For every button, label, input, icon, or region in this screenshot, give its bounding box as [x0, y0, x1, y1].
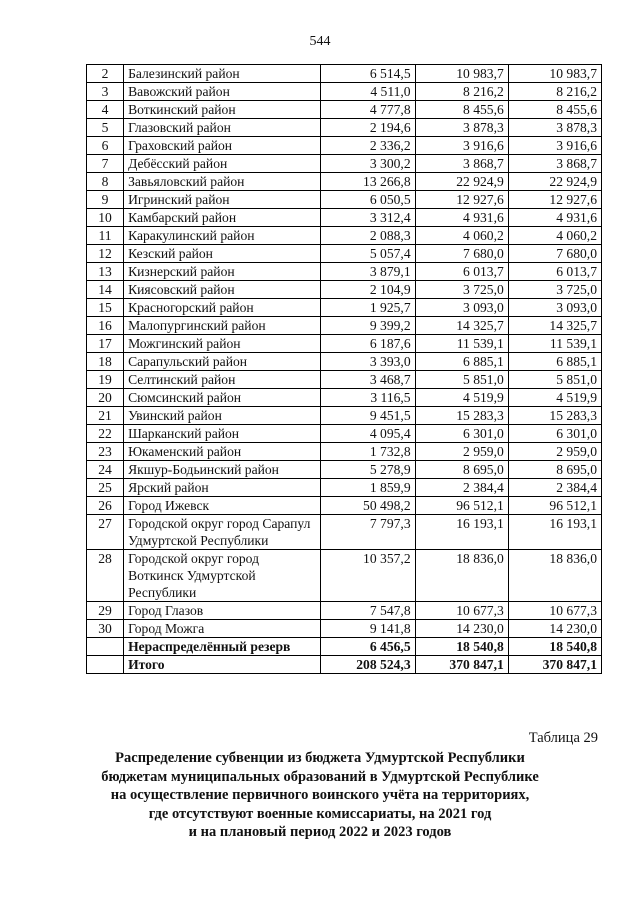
table-row: [87, 173, 602, 191]
value-2021: 4 777,8: [321, 101, 415, 119]
value-2022: 4 519,9: [415, 389, 508, 407]
value-2022: 3 916,6: [415, 137, 508, 155]
row-number: 30: [87, 620, 124, 638]
row-name: Каракулинский район: [124, 227, 321, 245]
table-row: [87, 245, 602, 263]
row-name: Городской округ город Воткинск Удмуртской Республики: [124, 550, 321, 602]
row-number: 11: [87, 227, 124, 245]
page-number: 544: [309, 34, 331, 49]
value-2023: 2 959,0: [508, 443, 601, 461]
table-row: [87, 263, 602, 281]
row-number: [87, 638, 124, 656]
row-name: Якшур-Бодьинский район: [124, 461, 321, 479]
table-row: [87, 119, 602, 137]
value-2022: 96 512,1: [415, 497, 508, 515]
value-2022: 3 868,7: [415, 155, 508, 173]
value-2021: 6 456,5: [321, 638, 415, 656]
value-2022: 8 695,0: [415, 461, 508, 479]
value-2023: 4 931,6: [508, 209, 601, 227]
value-2021: 1 859,9: [321, 479, 415, 497]
row-name: Шарканский район: [124, 425, 321, 443]
value-2023: 8 216,2: [508, 83, 601, 101]
value-2022: 14 230,0: [415, 620, 508, 638]
table-row: [87, 83, 602, 101]
value-2023: 3 878,3: [508, 119, 601, 137]
value-2021: 2 194,6: [321, 119, 415, 137]
table-row: [87, 281, 602, 299]
value-2021: 10 357,2: [321, 550, 415, 602]
value-2022: 370 847,1: [415, 656, 508, 674]
table-row: [87, 155, 602, 173]
row-number: 8: [87, 173, 124, 191]
row-number: 2: [87, 65, 124, 83]
table-row: [87, 479, 602, 497]
value-2021: 9 399,2: [321, 317, 415, 335]
table-row: [87, 335, 602, 353]
value-2023: 2 384,4: [508, 479, 601, 497]
row-name: Кезский район: [124, 245, 321, 263]
value-2022: 6 301,0: [415, 425, 508, 443]
heading-line: Распределение субвенции из бюджета Удмуртской Республики: [115, 750, 525, 766]
table-row: [87, 227, 602, 245]
value-2022: 10 983,7: [415, 65, 508, 83]
row-number: 29: [87, 602, 124, 620]
table-row: [87, 209, 602, 227]
row-name: Город Можга: [124, 620, 321, 638]
row-name: Сюмсинский район: [124, 389, 321, 407]
value-2022: 5 851,0: [415, 371, 508, 389]
row-name: Балезинский район: [124, 65, 321, 83]
value-2021: 2 104,9: [321, 281, 415, 299]
value-2023: 6 301,0: [508, 425, 601, 443]
value-2021: 9 451,5: [321, 407, 415, 425]
row-number: 24: [87, 461, 124, 479]
row-number: [87, 656, 124, 674]
value-2023: 8 455,6: [508, 101, 601, 119]
row-name: Ярский район: [124, 479, 321, 497]
subvention-table: [86, 64, 602, 674]
table-row: [87, 602, 602, 620]
value-2021: 3 116,5: [321, 389, 415, 407]
row-number: 3: [87, 83, 124, 101]
value-2023: 14 230,0: [508, 620, 601, 638]
table-heading: [60, 749, 580, 842]
row-name: Вавожский район: [124, 83, 321, 101]
table-row: [87, 353, 602, 371]
value-2023: 3 916,6: [508, 137, 601, 155]
value-2021: 7 797,3: [321, 515, 415, 550]
row-name: Киясовский район: [124, 281, 321, 299]
value-2021: 3 879,1: [321, 263, 415, 281]
row-number: 23: [87, 443, 124, 461]
value-2021: 4 095,4: [321, 425, 415, 443]
heading-line: бюджетам муниципальных образований в Удмуртской Республике: [101, 768, 539, 785]
value-2023: 22 924,9: [508, 173, 601, 191]
table-row: [87, 425, 602, 443]
table-row: [87, 550, 602, 602]
row-number: 22: [87, 425, 124, 443]
value-2021: 7 547,8: [321, 602, 415, 620]
value-2023: 16 193,1: [508, 515, 601, 550]
row-number: 21: [87, 407, 124, 425]
value-2023: 11 539,1: [508, 335, 601, 353]
value-2022: 3 725,0: [415, 281, 508, 299]
row-name: Город Ижевск: [124, 497, 321, 515]
value-2021: 1 732,8: [321, 443, 415, 461]
row-number: 12: [87, 245, 124, 263]
value-2022: 10 677,3: [415, 602, 508, 620]
row-name: Сарапульский район: [124, 353, 321, 371]
table-row: [87, 407, 602, 425]
row-name: Игринский район: [124, 191, 321, 209]
value-2022: 6 013,7: [415, 263, 508, 281]
value-2021: 13 266,8: [321, 173, 415, 191]
row-number: 7: [87, 155, 124, 173]
value-2023: 4 060,2: [508, 227, 601, 245]
table-row: [87, 299, 602, 317]
table-row: [87, 317, 602, 335]
value-2022: 15 283,3: [415, 407, 508, 425]
row-number: 28: [87, 550, 124, 602]
value-2021: 9 141,8: [321, 620, 415, 638]
table-row: [87, 191, 602, 209]
value-2022: 7 680,0: [415, 245, 508, 263]
value-2023: 3 093,0: [508, 299, 601, 317]
table-row: [87, 137, 602, 155]
value-2022: 2 959,0: [415, 443, 508, 461]
value-2022: 3 093,0: [415, 299, 508, 317]
row-number: 18: [87, 353, 124, 371]
row-name: Дебёсский район: [124, 155, 321, 173]
value-2021: 6 514,5: [321, 65, 415, 83]
value-2023: 7 680,0: [508, 245, 601, 263]
table-row: [87, 515, 602, 550]
row-name: Итого: [124, 656, 321, 674]
value-2021: 3 312,4: [321, 209, 415, 227]
value-2021: 6 187,6: [321, 335, 415, 353]
value-2023: 10 983,7: [508, 65, 601, 83]
value-2021: 4 511,0: [321, 83, 415, 101]
row-name: Красногорский район: [124, 299, 321, 317]
value-2023: 18 540,8: [508, 638, 601, 656]
value-2023: 5 851,0: [508, 371, 601, 389]
row-name: Завьяловский район: [124, 173, 321, 191]
row-number: 9: [87, 191, 124, 209]
value-2022: 18 540,8: [415, 638, 508, 656]
table-row: [87, 620, 602, 638]
row-number: 27: [87, 515, 124, 550]
value-2022: 8 216,2: [415, 83, 508, 101]
total-row: [87, 656, 602, 674]
value-2022: 12 927,6: [415, 191, 508, 209]
value-2023: 3 868,7: [508, 155, 601, 173]
row-number: 19: [87, 371, 124, 389]
row-name: Воткинский район: [124, 101, 321, 119]
value-2022: 4 931,6: [415, 209, 508, 227]
row-name: Город Глазов: [124, 602, 321, 620]
row-number: 17: [87, 335, 124, 353]
value-2023: 18 836,0: [508, 550, 601, 602]
value-2021: 5 057,4: [321, 245, 415, 263]
row-number: 20: [87, 389, 124, 407]
table-row: [87, 443, 602, 461]
value-2023: 6 885,1: [508, 353, 601, 371]
value-2022: 4 060,2: [415, 227, 508, 245]
heading-line: на осуществление первичного воинского учёта на территориях,: [110, 787, 530, 803]
reserve-row: [87, 638, 602, 656]
row-number: 10: [87, 209, 124, 227]
row-number: 4: [87, 101, 124, 119]
row-name: Увинский район: [124, 407, 321, 425]
value-2021: 2 336,2: [321, 137, 415, 155]
value-2021: 5 278,9: [321, 461, 415, 479]
row-number: 26: [87, 497, 124, 515]
value-2022: 18 836,0: [415, 550, 508, 602]
row-number: 14: [87, 281, 124, 299]
table-row: [87, 101, 602, 119]
row-name: Камбарский район: [124, 209, 321, 227]
value-2021: 1 925,7: [321, 299, 415, 317]
row-number: 16: [87, 317, 124, 335]
value-2022: 3 878,3: [415, 119, 508, 137]
value-2023: 8 695,0: [508, 461, 601, 479]
table-number: Таблица 29: [528, 730, 598, 746]
heading-line: где отсутствуют военные комиссариаты, на 2021 год: [148, 805, 492, 822]
row-number: 25: [87, 479, 124, 497]
row-name: Граховский район: [124, 137, 321, 155]
value-2023: 10 677,3: [508, 602, 601, 620]
value-2021: 208 524,3: [321, 656, 415, 674]
value-2023: 4 519,9: [508, 389, 601, 407]
value-2023: 14 325,7: [508, 317, 601, 335]
value-2021: 3 300,2: [321, 155, 415, 173]
value-2022: 8 455,6: [415, 101, 508, 119]
table-row: [87, 65, 602, 83]
value-2023: 12 927,6: [508, 191, 601, 209]
row-number: 6: [87, 137, 124, 155]
value-2023: 3 725,0: [508, 281, 601, 299]
row-name: Нераспределённый резерв: [124, 638, 321, 656]
value-2022: 16 193,1: [415, 515, 508, 550]
row-number: 15: [87, 299, 124, 317]
row-name: Юкаменский район: [124, 443, 321, 461]
table-row: [87, 461, 602, 479]
heading-line: и на плановый период 2022 и 2023 годов: [188, 824, 452, 840]
value-2022: 11 539,1: [415, 335, 508, 353]
row-name: Селтинский район: [124, 371, 321, 389]
value-2022: 14 325,7: [415, 317, 508, 335]
table-row: [87, 389, 602, 407]
value-2021: 50 498,2: [321, 497, 415, 515]
value-2022: 2 384,4: [415, 479, 508, 497]
value-2021: 6 050,5: [321, 191, 415, 209]
table-row: [87, 371, 602, 389]
value-2022: 6 885,1: [415, 353, 508, 371]
row-number: 13: [87, 263, 124, 281]
value-2023: 370 847,1: [508, 656, 601, 674]
value-2023: 6 013,7: [508, 263, 601, 281]
value-2023: 15 283,3: [508, 407, 601, 425]
row-name: Малопургинский район: [124, 317, 321, 335]
value-2021: 2 088,3: [321, 227, 415, 245]
row-name: Кизнерский район: [124, 263, 321, 281]
row-number: 5: [87, 119, 124, 137]
value-2021: 3 468,7: [321, 371, 415, 389]
value-2021: 3 393,0: [321, 353, 415, 371]
row-name: Городской округ город Сарапул Удмуртской Республики: [124, 515, 321, 550]
row-name: Глазовский район: [124, 119, 321, 137]
row-name: Можгинский район: [124, 335, 321, 353]
table-row: [87, 497, 602, 515]
value-2023: 96 512,1: [508, 497, 601, 515]
value-2022: 22 924,9: [415, 173, 508, 191]
